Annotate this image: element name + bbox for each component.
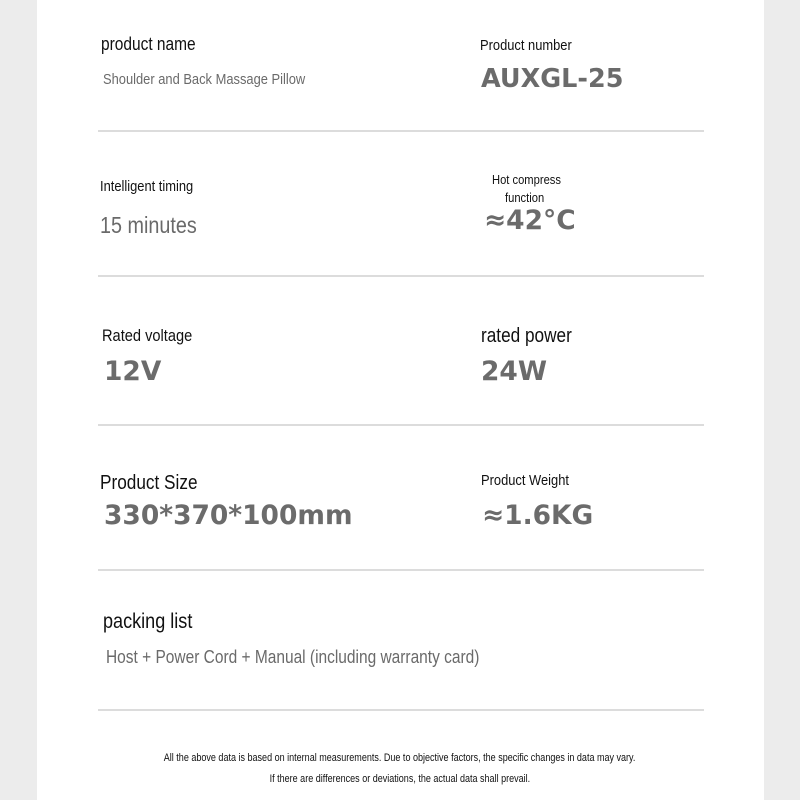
product-weight-value: ≈1.6KG [482, 500, 594, 531]
product-weight-label: Product Weight [481, 472, 569, 489]
disclaimer-line1-text: All the above data is based on internal measurements. Due to objective factors, the specific changes in data may vary. [164, 752, 636, 764]
product-number-value: AUXGL-25 [481, 64, 624, 94]
divider [98, 709, 704, 711]
rated-power-value: 24W [481, 356, 548, 387]
intelligent-timing-label: Intelligent timing [100, 178, 194, 195]
hot-compress-value: ≈42°C [484, 205, 576, 236]
divider [98, 569, 704, 571]
divider [98, 424, 704, 426]
rated-power-label: rated power [481, 325, 572, 347]
disclaimer-line1 [0, 752, 800, 764]
rated-voltage-label: Rated voltage [102, 326, 193, 345]
disclaimer-line2 [0, 773, 800, 785]
product-name-label: product name [101, 34, 196, 54]
divider [98, 130, 704, 132]
intelligent-timing-value: 15 minutes [100, 212, 197, 238]
product-size-value: 330*370*100mm [104, 500, 353, 531]
spec-sheet [37, 0, 764, 800]
product-size-label: Product Size [100, 472, 198, 494]
divider [98, 275, 704, 277]
rated-voltage-value: 12V [104, 356, 162, 387]
hot-compress-label-line2: function [505, 190, 545, 205]
product-name-value: Shoulder and Back Massage Pillow [103, 71, 306, 88]
hot-compress-label-line1: Hot compress [492, 172, 561, 187]
product-number-label: Product number [480, 37, 572, 54]
packing-list-label: packing list [103, 610, 193, 633]
disclaimer-line2-text: If there are differences or deviations, the actual data shall prevail. [269, 773, 531, 785]
packing-list-value: Host + Power Cord + Manual (including warranty card) [106, 647, 480, 667]
